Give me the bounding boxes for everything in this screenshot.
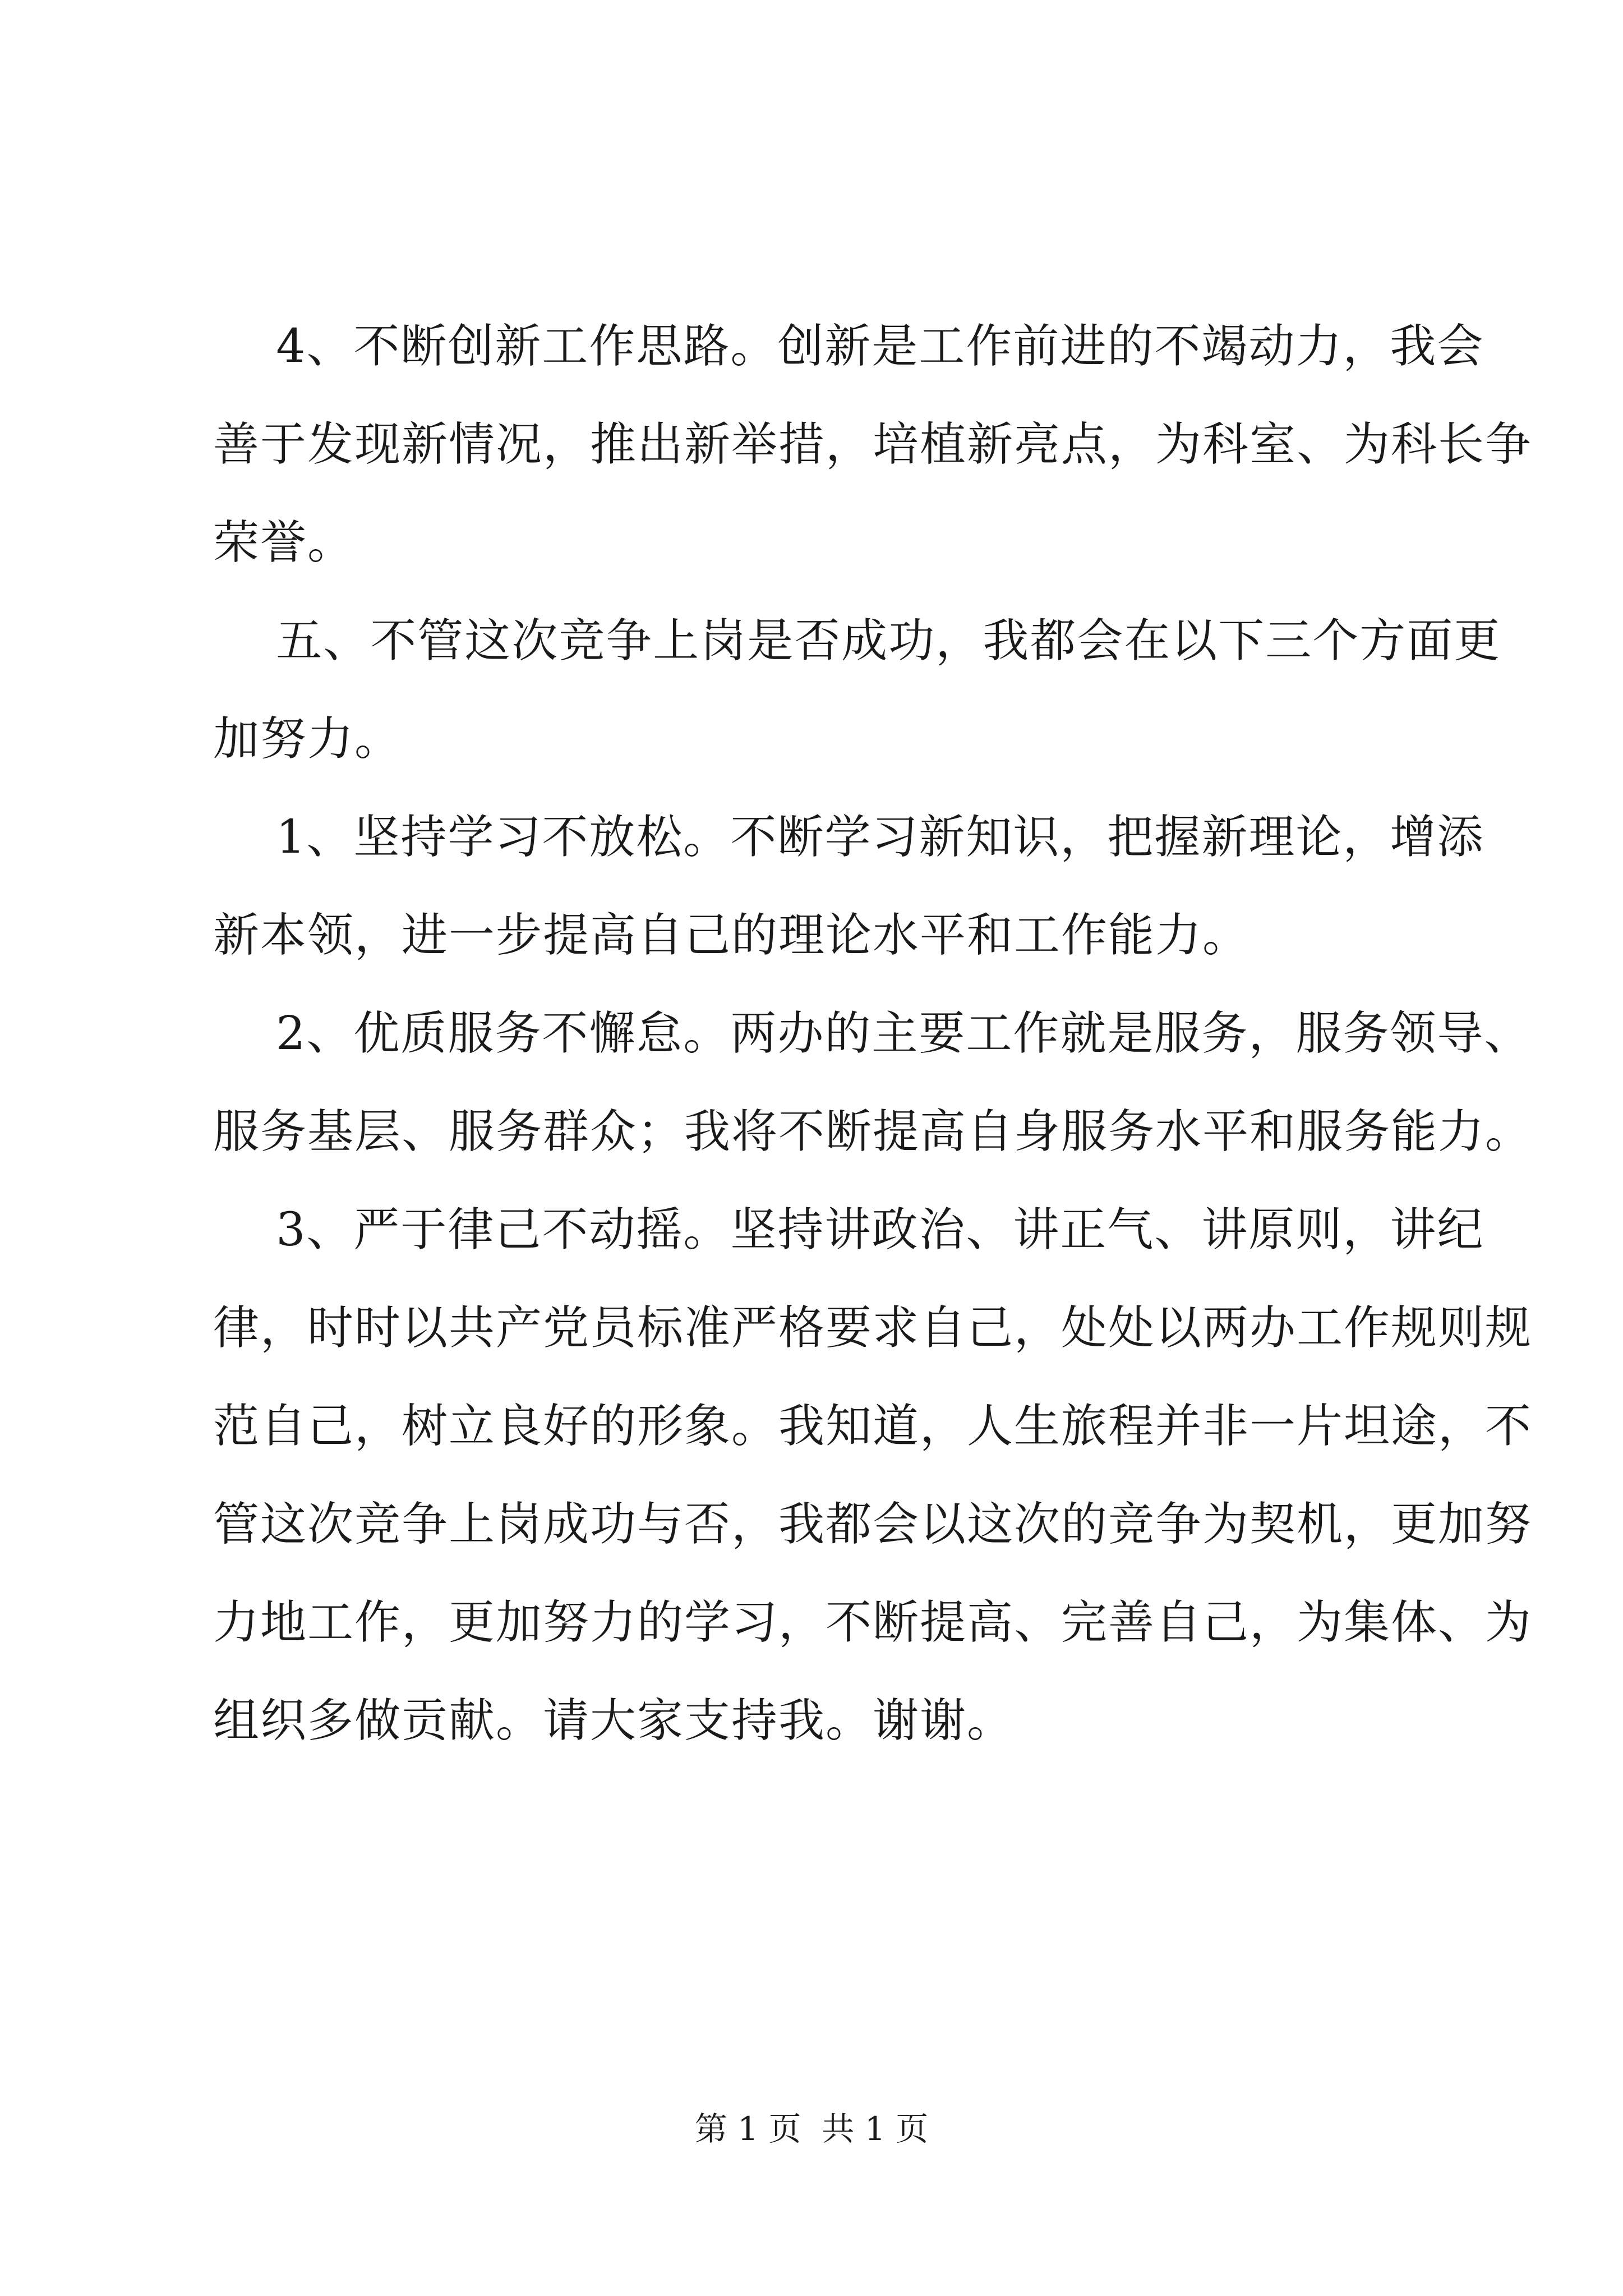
text-line: 荣誉。: [213, 516, 355, 569]
text-line: 4、不断创新工作思路。创新是工作前进的不竭动力，我会: [213, 320, 1484, 373]
text-line: 善于发现新情况，推出新举措，培植新亮点，为科室、为科长争: [213, 418, 1533, 471]
text-line: 五、不管这次竞争上岗是否成功，我都会在以下三个方面更: [213, 614, 1501, 668]
page-number-footer: 第 1 页 共 1 页: [694, 2110, 929, 2148]
text-line: 加努力。: [213, 712, 402, 766]
text-line: 组织多做贡献。请大家支持我。谢谢。: [213, 1694, 1015, 1747]
text-line: 力地工作，更加努力的学习，不断提高、完善自己，为集体、为: [213, 1596, 1533, 1649]
text-line: 范自己，树立良好的形象。我知道，人生旅程并非一片坦途，不: [213, 1400, 1533, 1453]
text-line: 律，时时以共产党员标准严格要求自己，处处以两办工作规则规: [213, 1301, 1533, 1355]
text-line: 服务基层、服务群众；我将不断提高自身服务水平和服务能力。: [213, 1105, 1533, 1158]
text-line: 新本领，进一步提高自己的理论水平和工作能力。: [213, 909, 1250, 962]
document-body: [213, 297, 1533, 1770]
text-line: 管这次竞争上岗成功与否，我都会以这次的竞争为契机，更加努: [213, 1498, 1533, 1551]
text-line: 1、坚持学习不放松。不断学习新知识，把握新理论，增添: [213, 811, 1484, 864]
text-line: 3、严于律己不动摇。坚持讲政治、讲正气、讲原则，讲纪: [213, 1203, 1484, 1257]
text-line: 2、优质服务不懈怠。两办的主要工作就是服务，服务领导、: [213, 1007, 1532, 1060]
